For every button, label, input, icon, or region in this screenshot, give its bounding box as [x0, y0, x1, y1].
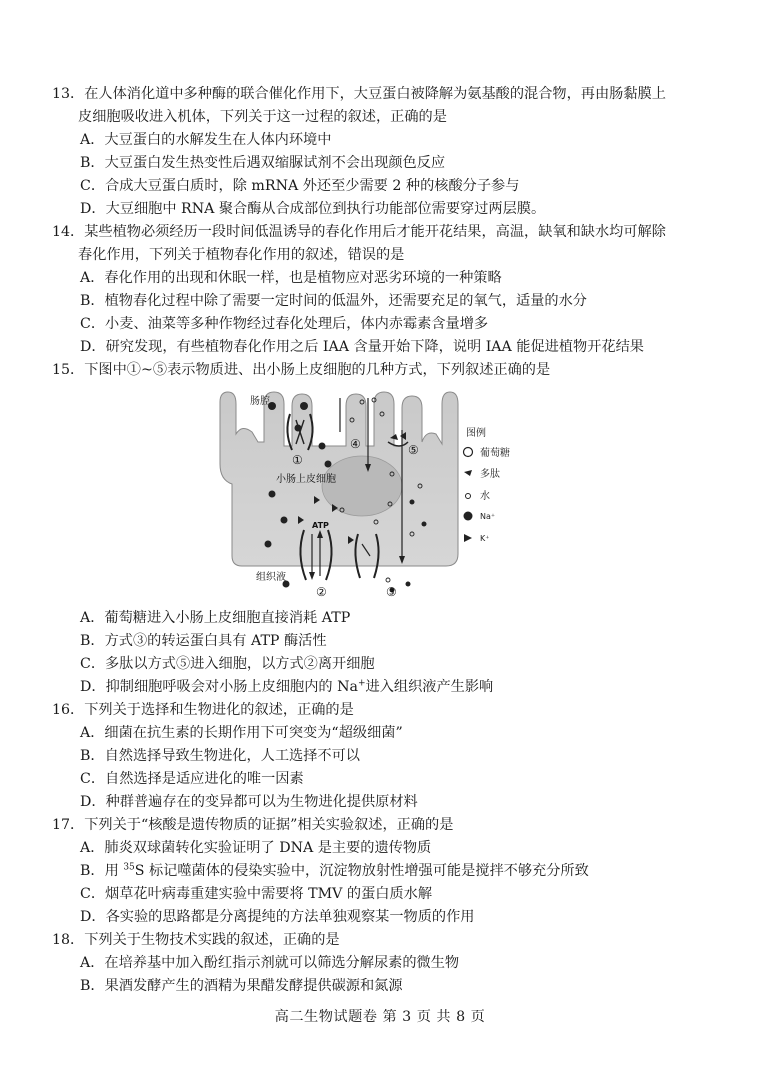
q15-option-a: A．葡萄糖进入小肠上皮细胞直接消耗 ATP: [80, 610, 351, 626]
q15-option-d-sup: +: [357, 678, 366, 689]
q13-option-b: B．大豆蛋白发生热变性后遇双缩脲试剂不会出现颜色反应: [80, 155, 446, 171]
q16-option-d: D．种群普遍存在的变异都可以为生物进化提供原材料: [80, 794, 418, 810]
q15-option-d-post: 进入组织液产生影响: [365, 679, 494, 695]
q17-option-c: C．烟草花叶病毒重建实验中需要将 TMV 的蛋白质水解: [80, 886, 433, 902]
q13-stem-line1: 13．在人体消化道中多种酶的联合催化作用下，大豆蛋白被降解为氨基酸的混合物，再由肠黏膜上: [52, 86, 666, 102]
label-epithelial-cell: 小肠上皮细胞: [276, 474, 336, 485]
label-mode-5: ⑤: [408, 443, 419, 457]
q15-option-b: B．方式③的转运蛋白具有 ATP 酶活性: [80, 633, 327, 649]
q16-option-c: C．自然选择是适应进化的唯一因素: [80, 771, 304, 787]
label-tissue-fluid: 组织液: [256, 572, 286, 583]
label-atp: ATP: [312, 521, 329, 530]
q13-option-a: A．大豆蛋白的水解发生在人体内环境中: [80, 132, 332, 148]
q17-option-b-post: S 标记噬菌体的侵染实验中，沉淀物放射性增强可能是搅拌不够充分所致: [134, 863, 589, 879]
q16-option-a: A．细菌在抗生素的长期作用下可突变为“超级细菌”: [80, 725, 403, 741]
q18-option-b: B．果酒发酵产生的酒精为果醋发酵提供碳源和氮源: [80, 978, 403, 994]
q15-option-d: [80, 677, 493, 697]
legend-glyphs: [464, 448, 473, 543]
label-mode-4: ④: [350, 437, 361, 451]
q15-stem-line1: 15．下图中①~⑤表示物质进、出小肠上皮细胞的几种方式，下列叙述正确的是: [52, 362, 551, 378]
legend-k: K⁺: [480, 534, 490, 543]
legend-peptide: 多肽: [480, 469, 500, 480]
q15-option-d-pre: D．抑制细胞呼吸会对小肠上皮细胞内的 Na: [80, 679, 358, 695]
q14-option-b: B．植物春化过程中除了需要一定时间的低温外，还需要充足的氧气，适量的水分: [80, 293, 587, 309]
q17-option-a: A．肺炎双球菌转化实验证明了 DNA 是主要的遗传物质: [80, 840, 432, 856]
label-mode-2: ②: [316, 585, 327, 599]
label-mode-3: ③: [386, 585, 397, 599]
q17-option-b-pre: B．用: [80, 863, 124, 879]
label-lumen: 肠腔: [250, 396, 270, 407]
page-footer: 高二生物试题卷 第 3 页 共 8 页: [274, 1009, 486, 1025]
legend-water: 水: [480, 491, 490, 502]
q17-stem-line1: 17．下列关于“核酸是遗传物质的证据”相关实验叙述，正确的是: [52, 817, 454, 833]
q15-option-c: C．多肽以方式⑤进入细胞，以方式②离开细胞: [80, 656, 375, 672]
q14-stem-line1: 14．某些植物必须经历一段时间低温诱导的春化作用后才能开花结果，高温，缺氧和缺水均可解除: [52, 224, 666, 240]
intestinal-cell-transport-diagram: [212, 384, 552, 604]
q17-option-b-sup: 35: [123, 862, 135, 873]
q13-stem-line2: 皮细胞吸收进入机体，下列关于这一过程的叙述，正确的是: [78, 109, 447, 125]
legend-na: Na⁺: [480, 512, 496, 521]
q17-option-d: D．各实验的思路都是分离提纯的方法单独观察某一物质的作用: [80, 909, 475, 925]
q14-stem-line2: 春化作用，下列关于植物春化作用的叙述，错误的是: [78, 247, 405, 263]
q13-option-d: D．大豆细胞中 RNA 聚合酶从合成部位到执行功能部位需要穿过两层膜。: [80, 201, 546, 217]
q14-option-c: C．小麦、油菜等多种作物经过春化处理后，体内赤霉素含量增多: [80, 316, 489, 332]
q14-option-d: D．研究发现，有些植物春化作用之后 IAA 含量开始下降，说明 IAA 能促进植物开花结果: [80, 339, 644, 355]
q18-option-a: A．在培养基中加入酚红指示剂就可以筛选分解尿素的微生物: [80, 955, 460, 971]
legend-glucose: 葡萄糖: [480, 448, 510, 459]
q14-option-a: A．春化作用的出现和休眠一样，也是植物应对恶劣环境的一种策略: [80, 270, 502, 286]
q13-option-c: C．合成大豆蛋白质时，除 mRNA 外还至少需要 2 种的核酸分子参与: [80, 178, 520, 194]
q17-option-b: [80, 861, 589, 881]
q16-stem-line1: 16．下列关于选择和生物进化的叙述，正确的是: [52, 702, 354, 718]
q16-option-b: B．自然选择导致生物进化，人工选择不可以: [80, 748, 360, 764]
label-mode-1: ①: [292, 453, 303, 467]
q18-stem-line1: 18．下列关于生物技术实践的叙述，正确的是: [52, 932, 340, 948]
legend-title: 图例: [466, 428, 486, 439]
